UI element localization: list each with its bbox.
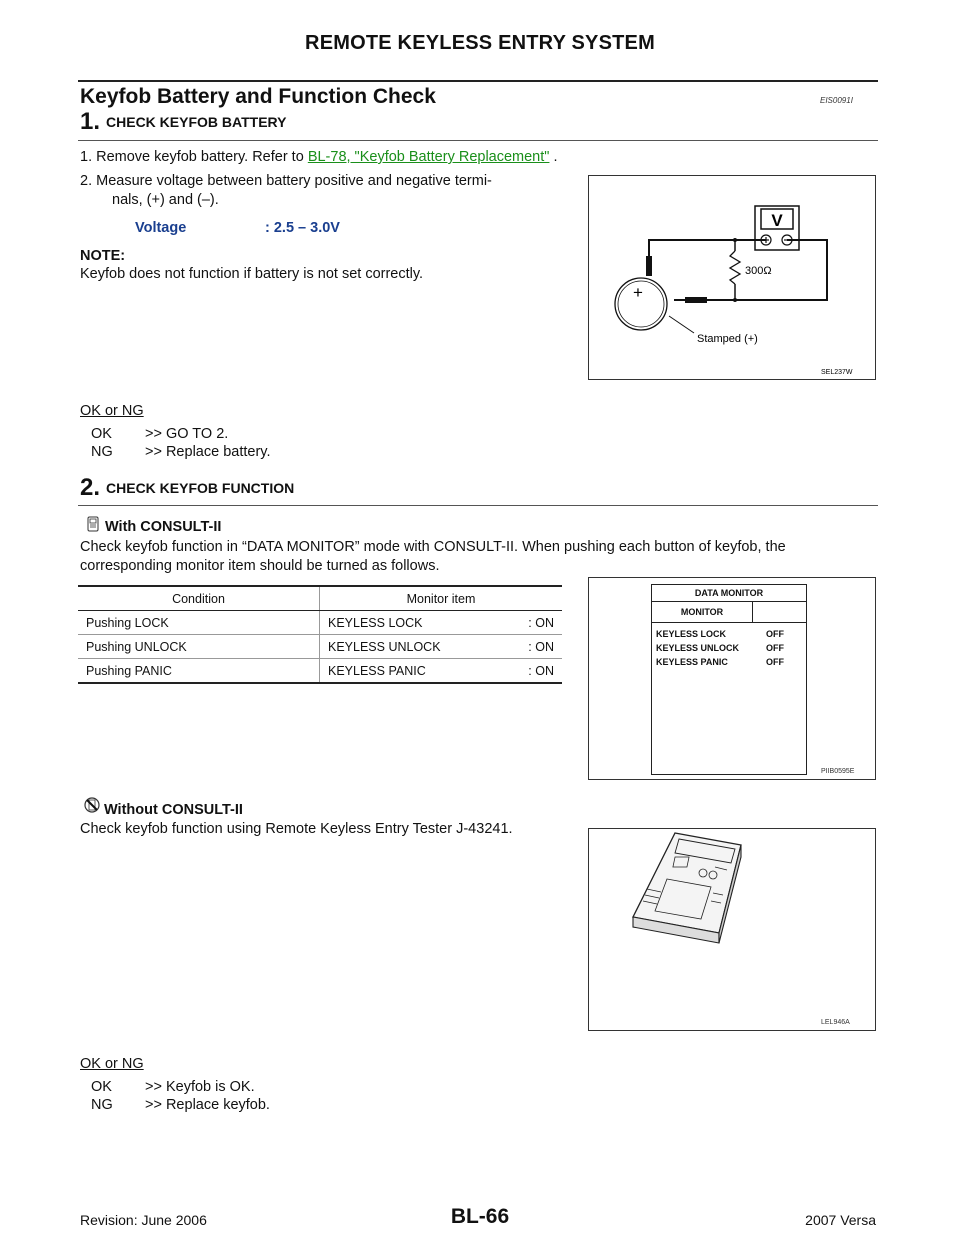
without-consult-label: Without CONSULT-II	[104, 802, 243, 818]
step2-ok-text: >> Keyfob is OK.	[145, 1079, 255, 1095]
consult-text-line2: corresponding monitor item should be turned as follows.	[80, 558, 440, 574]
step1-item1-suffix: .	[549, 149, 558, 165]
keyfob-battery-replacement-link[interactable]: BL-78, "Keyfob Battery Replacement"	[307, 149, 550, 165]
step1-item2-line2: nals, (+) and (–).	[112, 192, 219, 208]
monitor-item-value: OFF	[766, 643, 784, 653]
page-header-title: REMOTE KEYLESS ENTRY SYSTEM	[305, 32, 655, 54]
list-item	[656, 643, 802, 657]
data-monitor-figure	[588, 577, 876, 780]
keyless-tester-figure	[588, 828, 876, 1031]
data-monitor-column: MONITOR	[652, 602, 753, 622]
no-consult-tool-icon	[84, 797, 100, 818]
header-rule	[78, 80, 878, 82]
step1-item1	[80, 148, 558, 167]
table-header-condition: Condition	[78, 586, 320, 611]
step2-ok-code: OK	[91, 1079, 112, 1095]
step1-item2-line1: 2. Measure voltage between battery positive and negative termi-	[80, 173, 492, 189]
monitor-item-name: KEYLESS UNLOCK	[656, 643, 740, 653]
voltage-label: Voltage	[135, 220, 187, 236]
table-cell-item: KEYLESS PANIC	[320, 659, 503, 684]
footer-revision: Revision: June 2006	[80, 1212, 207, 1228]
table-cell-condition: Pushing UNLOCK	[78, 635, 320, 659]
stamped-label: Stamped (+)	[697, 333, 758, 345]
table-row	[78, 659, 562, 684]
table-cell-item: KEYLESS UNLOCK	[320, 635, 503, 659]
table-header-monitor-item: Monitor item	[320, 586, 563, 611]
monitor-item-value: OFF	[766, 629, 784, 639]
battery-plus-label: +	[633, 283, 643, 302]
data-monitor-screen	[651, 584, 807, 775]
table-row	[78, 635, 562, 659]
battery-circuit-diagram	[589, 176, 875, 379]
step1-ok-code: OK	[91, 426, 112, 442]
consult-text-line1: Check keyfob function in “DATA MONITOR” mode with CONSULT-II. When pushing each button of keyfob, the	[80, 539, 786, 555]
monitor-item-value: OFF	[766, 657, 784, 667]
table-cell-value: : ON	[503, 659, 562, 684]
figure-caption-sel237w: SEL237W	[821, 369, 853, 376]
data-monitor-column-row	[652, 602, 806, 623]
monitor-item-name: KEYLESS LOCK	[656, 629, 727, 639]
without-consult-text: Check keyfob function using Remote Keyless Entry Tester J-43241.	[80, 821, 513, 837]
monitor-item-name: KEYLESS PANIC	[656, 657, 728, 667]
step2-rule	[78, 505, 878, 506]
step2-result-label: OK or NG	[80, 1056, 144, 1072]
step1-ng-code: NG	[91, 444, 113, 460]
table-cell-value: : ON	[503, 611, 562, 635]
table-header-row	[78, 586, 562, 611]
battery-voltage-figure	[588, 175, 876, 380]
consult-tool-icon	[86, 516, 100, 537]
step1-rule	[78, 140, 878, 141]
step1-heading-text: CHECK KEYFOB BATTERY	[106, 114, 287, 130]
step2-ng-text: >> Replace keyfob.	[145, 1097, 270, 1113]
figure-caption-piib0595e: PIIB0595E	[821, 768, 855, 775]
section-title: Keyfob Battery and Function Check	[80, 85, 436, 108]
keyless-entry-tester-drawing	[589, 829, 875, 1030]
data-monitor-rows	[652, 623, 806, 671]
voltage-value: : 2.5 – 3.0V	[265, 220, 340, 236]
step1-ng-text: >> Replace battery.	[145, 444, 271, 460]
resistor-label: 300Ω	[745, 265, 772, 277]
note-label: NOTE:	[80, 248, 126, 264]
data-monitor-title: DATA MONITOR	[652, 585, 806, 602]
table-cell-item: KEYLESS LOCK	[320, 611, 503, 635]
table-cell-condition: Pushing PANIC	[78, 659, 320, 684]
table-cell-value: : ON	[503, 635, 562, 659]
with-consult-label: With CONSULT-II	[105, 519, 222, 535]
step2-number: 2.	[80, 474, 101, 501]
step1-heading	[80, 108, 286, 136]
footer-page-number: BL-66	[450, 1205, 510, 1228]
table-row	[78, 611, 562, 635]
table-cell-condition: Pushing LOCK	[78, 611, 320, 635]
note-text: Keyfob does not function if battery is not set correctly.	[80, 266, 424, 282]
condition-monitor-table	[78, 585, 562, 684]
footer-model: 2007 Versa	[805, 1212, 876, 1228]
step1-ok-text: >> GO TO 2.	[145, 426, 229, 442]
list-item	[656, 657, 802, 671]
step2-ng-code: NG	[91, 1097, 113, 1113]
list-item	[656, 629, 802, 643]
section-code: EIS0091I	[820, 96, 853, 105]
step2-heading	[80, 474, 294, 502]
step2-heading-text: CHECK KEYFOB FUNCTION	[106, 480, 295, 496]
figure-caption-lel946a: LEL946A	[821, 1019, 850, 1026]
step1-item1-text: 1. Remove keyfob battery. Refer to	[80, 149, 308, 165]
step1-result-label: OK or NG	[80, 403, 144, 419]
meter-label: V	[771, 211, 783, 230]
step1-number: 1.	[80, 108, 101, 135]
